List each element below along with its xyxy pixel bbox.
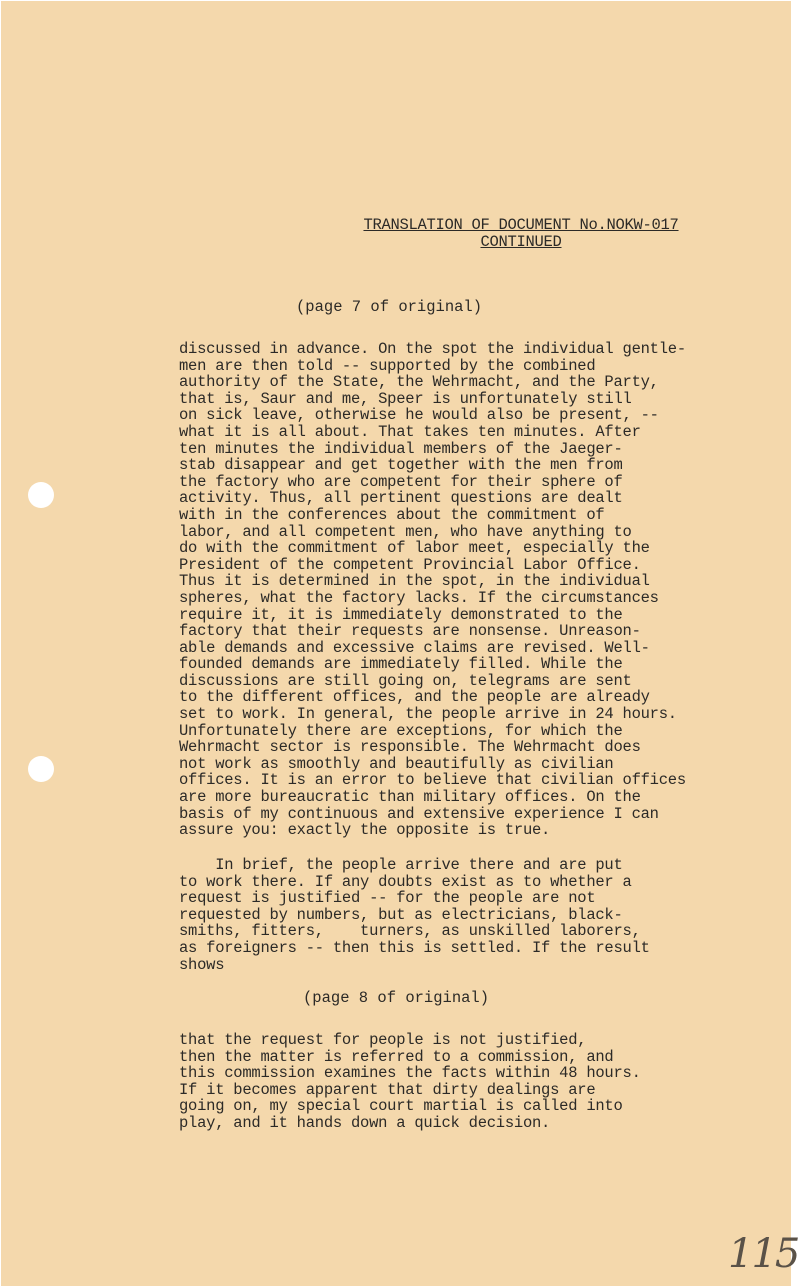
header-title: TRANSLATION OF DOCUMENT No.NOKW-017 <box>363 216 679 234</box>
body-paragraph-3: that the request for people is not justified, then the matter is referred to a commission, and this commission examines the facts within 48 hours. If it becomes apparent that dirty dealings are going on, my special court martial is called into play, and it hands down a quick decision. <box>179 1031 641 1132</box>
original-page-reference-8: (page 8 of original) <box>303 989 490 1007</box>
document-header <box>341 217 701 251</box>
punch-hole-top <box>28 482 54 508</box>
document-page <box>1 1 798 1286</box>
handwritten-page-number: 115 <box>728 1231 798 1277</box>
punch-hole-bottom <box>28 756 54 782</box>
header-subtitle: CONTINUED <box>480 233 562 251</box>
body-paragraph-1: discussed in advance. On the spot the individual gentle- men are then told -- supported by the combined authority of the State, the Wehrmacht, and the Party, that is, Saur and me, Speer is unfortunately still on sick leave, otherwise he would also be present, -- what it is all about. That takes ten minutes. After ten minutes the individual members of the Jaeger- stab disappear and get together with the men from the factory who are competent for their sphere of activity. Thus, all pertinent questions are dealt with in the conferences about the commitment of labor, and all competent men, who have anything to do with the commitment of labor meet, especially the President of the competent Provincial Labor Office. Thus it is determined in the spot, in the individual spheres, what the factory lacks. If the circumstances require it, it is immediately demonstrated to the factory that their requests are nonsense. Unreason- able demands and excessive claims are revised. Well- founded demands are immediately filled. While the discussions are still going on, telegrams are sent to the different offices, and the people are already set to work. In general, the people arrive in 24 hours. Unfortunately there are exceptions, for which the Wehrmacht sector is responsible. The Wehrmacht does not work as smoothly and beautifully as civilian offices. It is an error to believe that civilian offices are more bureaucratic than military offices. On the basis of my continuous and extensive experience I can assure you: exactly the opposite is true. <box>179 340 686 840</box>
original-page-reference-7: (page 7 of original) <box>296 298 483 316</box>
body-paragraph-2: In brief, the people arrive there and are put to work there. If any doubts exist as to whether a request is justified -- for the people are not requested by numbers, but as electricians, black- smiths, fitters, turners, as unskilled laborers, as foreigners -- then this is settled. If the result shows <box>179 856 650 974</box>
